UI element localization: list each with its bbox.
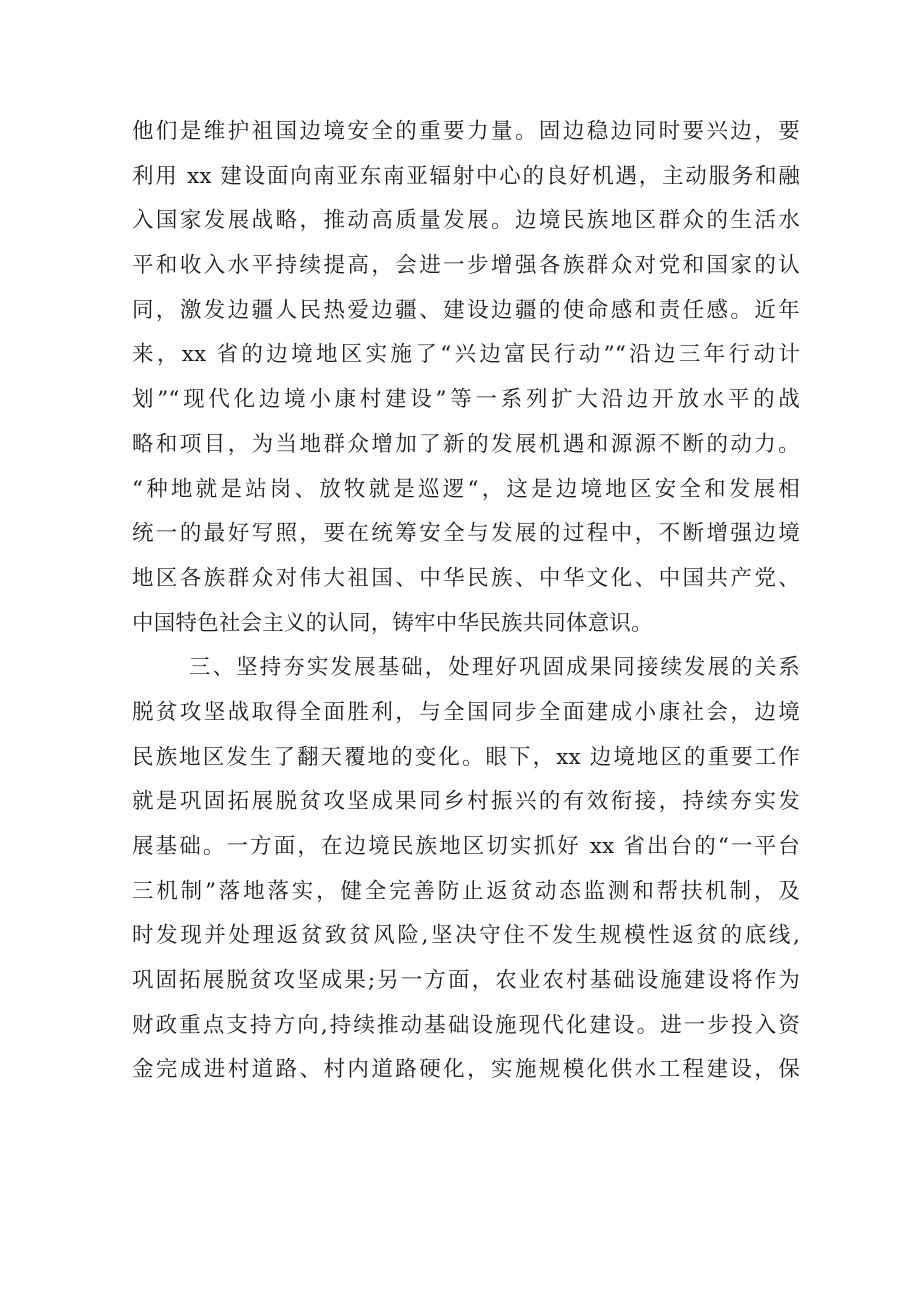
text-line: 略和项目，为当地群众增加了新的发展机遇和源源不断的动力。 [132,431,800,457]
text-line: 同，激发边疆人民热爱边疆、建设边疆的使命感和责任感。近年 [132,297,800,323]
text-line: 金完成进村道路、村内道路硬化，实施规模化供水工程建设，保 [132,1057,800,1083]
text-line: 民族地区发生了翻天覆地的变化。眼下，xx 边境地区的重要工作 [132,744,800,770]
text-line: 划”“现代化边境小康村建设”等一系列扩大沿边开放水平的战 [132,387,800,413]
text-line: 来，xx 省的边境地区实施了“兴边富民行动”“沿边三年行动计 [132,342,800,368]
text-line: “种地就是站岗、放牧就是巡逻“，这是边境地区安全和发展相 [132,476,800,502]
text-line: 入国家发展战略，推动高质量发展。边境民族地区群众的生活水 [132,208,800,234]
body-text [132,110,800,1093]
text-line: 地区各族群众对伟大祖国、中华民族、中华文化、中国共产党、 [132,565,800,591]
text-line: 就是巩固拓展脱贫攻坚成果同乡村振兴的有效衔接，持续夯实发 [132,789,800,815]
text-line: 利用 xx 建设面向南亚东南亚辐射中心的良好机遇，主动服务和融 [132,163,800,189]
text-line: 中国特色社会主义的认同，铸牢中华民族共同体意识。 [132,610,653,636]
section-heading: 三、坚持夯实发展基础，处理好巩固成果同接续发展的关系 [189,655,800,681]
text-line: 巩固拓展脱贫攻坚成果;另一方面，农业农村基础设施建设将作为 [132,968,800,994]
text-line: 三机制”落地落实，健全完善防止返贫动态监测和帮扶机制，及 [132,878,800,904]
text-line: 他们是维护祖国边境安全的重要力量。固边稳边同时要兴边，要 [132,119,800,144]
text-line: 财政重点支持方向,持续推动基础设施现代化建设。进一步投入资 [132,1012,800,1038]
text-line: 平和收入水平持续提高，会进一步增强各族群众对党和国家的认 [132,253,800,279]
text-line: 时发现并处理返贫致贫风险,坚决守住不发生规模性返贫的底线, [132,923,800,949]
text-line: 统一的最好写照，要在统筹安全与发展的过程中，不断增强边境 [132,521,800,547]
text-line: 展基础。一方面，在边境民族地区切实抓好 xx 省出台的“一平台 [132,834,800,859]
text-line: 脱贫攻坚战取得全面胜利，与全国同步全面建成小康社会，边境 [132,699,800,725]
